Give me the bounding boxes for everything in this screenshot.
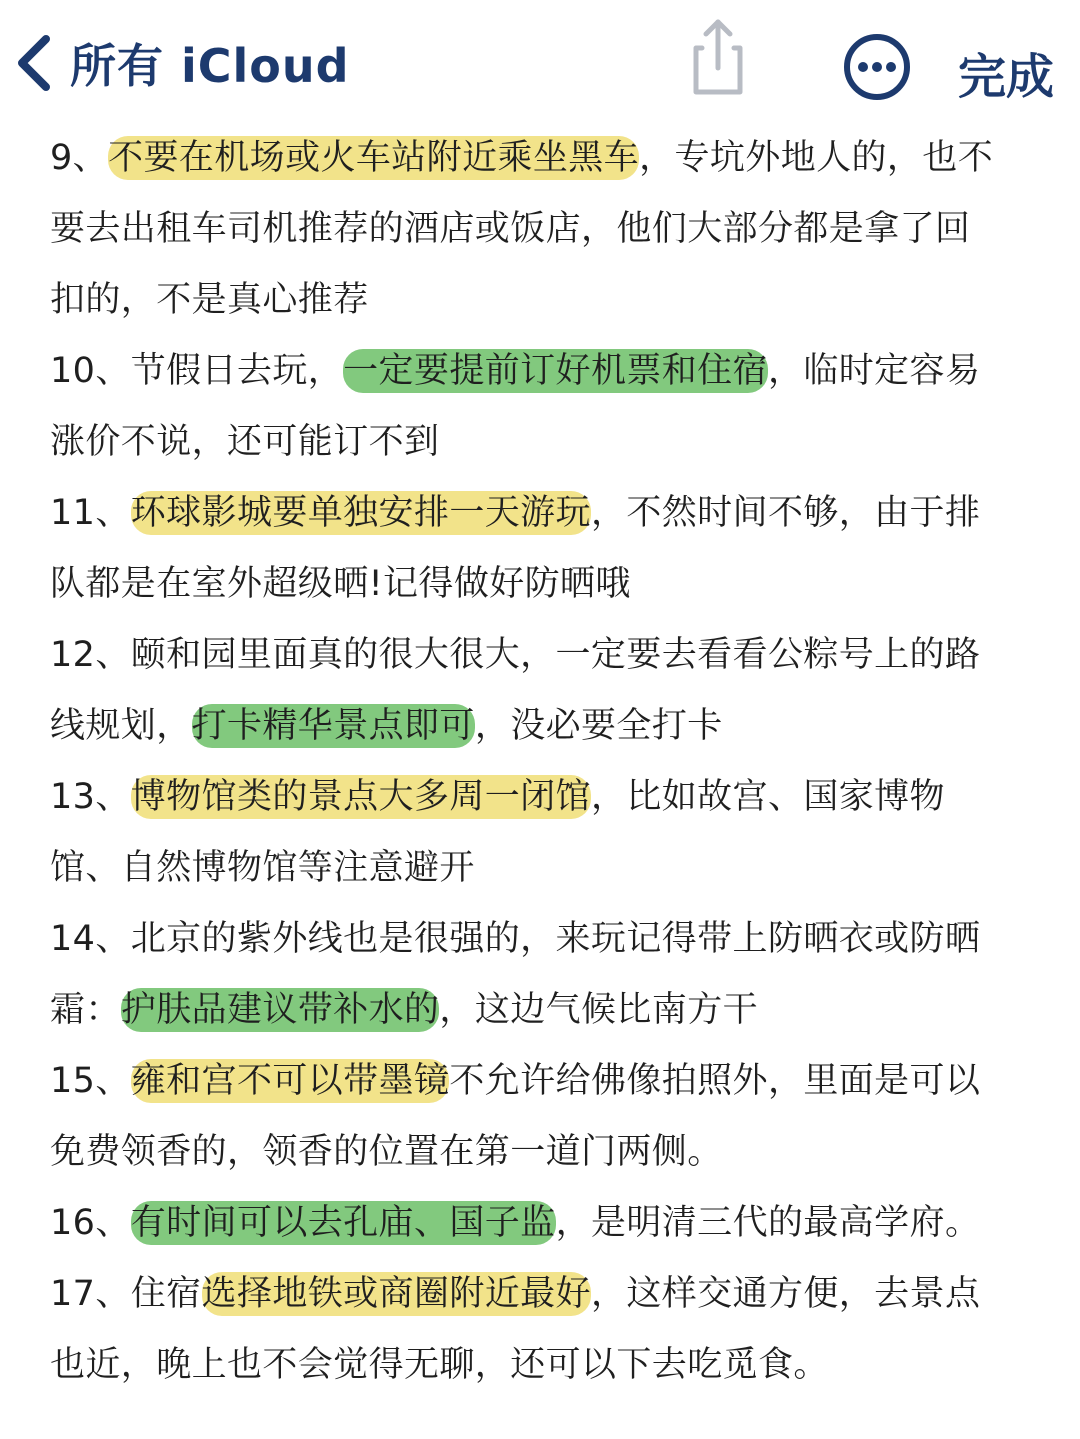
note-line bbox=[50, 1046, 1040, 1117]
note-text: 16、 bbox=[50, 1203, 131, 1243]
back-label: 所有 iCloud bbox=[70, 39, 350, 93]
note-text: ，专坑外地人的，也不 bbox=[639, 138, 994, 178]
note-body[interactable] bbox=[50, 123, 1040, 1401]
share-icon[interactable] bbox=[688, 14, 748, 98]
note-line bbox=[50, 265, 1040, 336]
note-text: 14、北京的紫外线也是很强的，来玩记得带上防晒衣或防晒 bbox=[50, 919, 981, 959]
note-text: 队都是在室外超级晒!记得做好防晒哦 bbox=[50, 564, 631, 604]
note-line bbox=[50, 1188, 1040, 1259]
note-text: 11、 bbox=[50, 493, 131, 533]
note-line bbox=[50, 336, 1040, 407]
note-line bbox=[50, 194, 1040, 265]
highlighted-text-yellow: 环球影城要单独安排一天游玩 bbox=[130, 493, 591, 533]
note-text: ，这样交通方便，去景点 bbox=[590, 1274, 981, 1314]
note-text: 要去出租车司机推荐的酒店或饭店，他们大部分都是拿了回 bbox=[50, 209, 971, 249]
note-text: 12、颐和园里面真的很大很大，一定要去看看公粽号上的路 bbox=[50, 635, 981, 675]
highlighted-text-green: 一定要提前订好机票和住宿 bbox=[343, 351, 768, 391]
note-text: ，这边气候比南方干 bbox=[439, 990, 759, 1030]
note-text: 不允许给佛像拍照外，里面是可以 bbox=[449, 1061, 981, 1101]
note-text: 线规划， bbox=[50, 706, 192, 746]
chevron-left-icon bbox=[12, 31, 56, 95]
note-text: 免费领香的，领香的位置在第一道门两侧。 bbox=[50, 1132, 723, 1172]
note-text: 扣的，不是真心推荐 bbox=[50, 280, 369, 320]
highlighted-text-yellow: 选择地铁或商圈附近最好 bbox=[201, 1274, 591, 1314]
note-line bbox=[50, 407, 1040, 478]
note-text: ，临时定容易 bbox=[767, 351, 981, 391]
note-line bbox=[50, 762, 1040, 833]
note-text: 馆、自然博物馆等注意避开 bbox=[50, 848, 475, 888]
note-text: 涨价不说，还可能订不到 bbox=[50, 422, 440, 462]
highlighted-text-yellow: 不要在机场或火车站附近乘坐黑车 bbox=[108, 138, 640, 178]
note-text: ，没必要全打卡 bbox=[474, 706, 723, 746]
note-text: 10、节假日去玩， bbox=[50, 351, 344, 391]
note-line bbox=[50, 478, 1040, 549]
note-line bbox=[50, 1330, 1040, 1401]
navigation-bar bbox=[0, 0, 1080, 120]
note-line bbox=[50, 549, 1040, 620]
note-line bbox=[50, 620, 1040, 691]
highlighted-text-green: 打卡精华景点即可 bbox=[191, 706, 475, 746]
note-line bbox=[50, 975, 1040, 1046]
note-text: ，是明清三代的最高学府。 bbox=[555, 1203, 981, 1243]
note-text: 9、 bbox=[50, 138, 109, 178]
note-text: 17、住宿 bbox=[50, 1274, 202, 1314]
done-button[interactable]: 完成 bbox=[958, 49, 1055, 105]
note-text: 15、 bbox=[50, 1061, 131, 1101]
highlighted-text-yellow: 博物馆类的景点大多周一闭馆 bbox=[130, 777, 591, 817]
note-line bbox=[50, 1259, 1040, 1330]
note-line bbox=[50, 904, 1040, 975]
note-line bbox=[50, 833, 1040, 904]
highlighted-text-green: 护肤品建议带补水的 bbox=[120, 990, 440, 1030]
note-text: 13、 bbox=[50, 777, 131, 817]
note-text: 霜： bbox=[50, 990, 121, 1030]
highlighted-text-yellow: 雍和宫不可以带墨镜 bbox=[130, 1061, 450, 1101]
more-icon[interactable] bbox=[842, 32, 912, 102]
note-line bbox=[50, 123, 1040, 194]
note-text: ，不然时间不够，由于排 bbox=[590, 493, 981, 533]
highlighted-text-green: 有时间可以去孔庙、国子监 bbox=[130, 1203, 556, 1243]
note-line bbox=[50, 691, 1040, 762]
back-button[interactable] bbox=[12, 28, 350, 98]
note-line bbox=[50, 1117, 1040, 1188]
note-text: ，比如故宫、国家博物 bbox=[590, 777, 945, 817]
note-text: 也近，晚上也不会觉得无聊，还可以下去吃觅食。 bbox=[50, 1345, 829, 1385]
